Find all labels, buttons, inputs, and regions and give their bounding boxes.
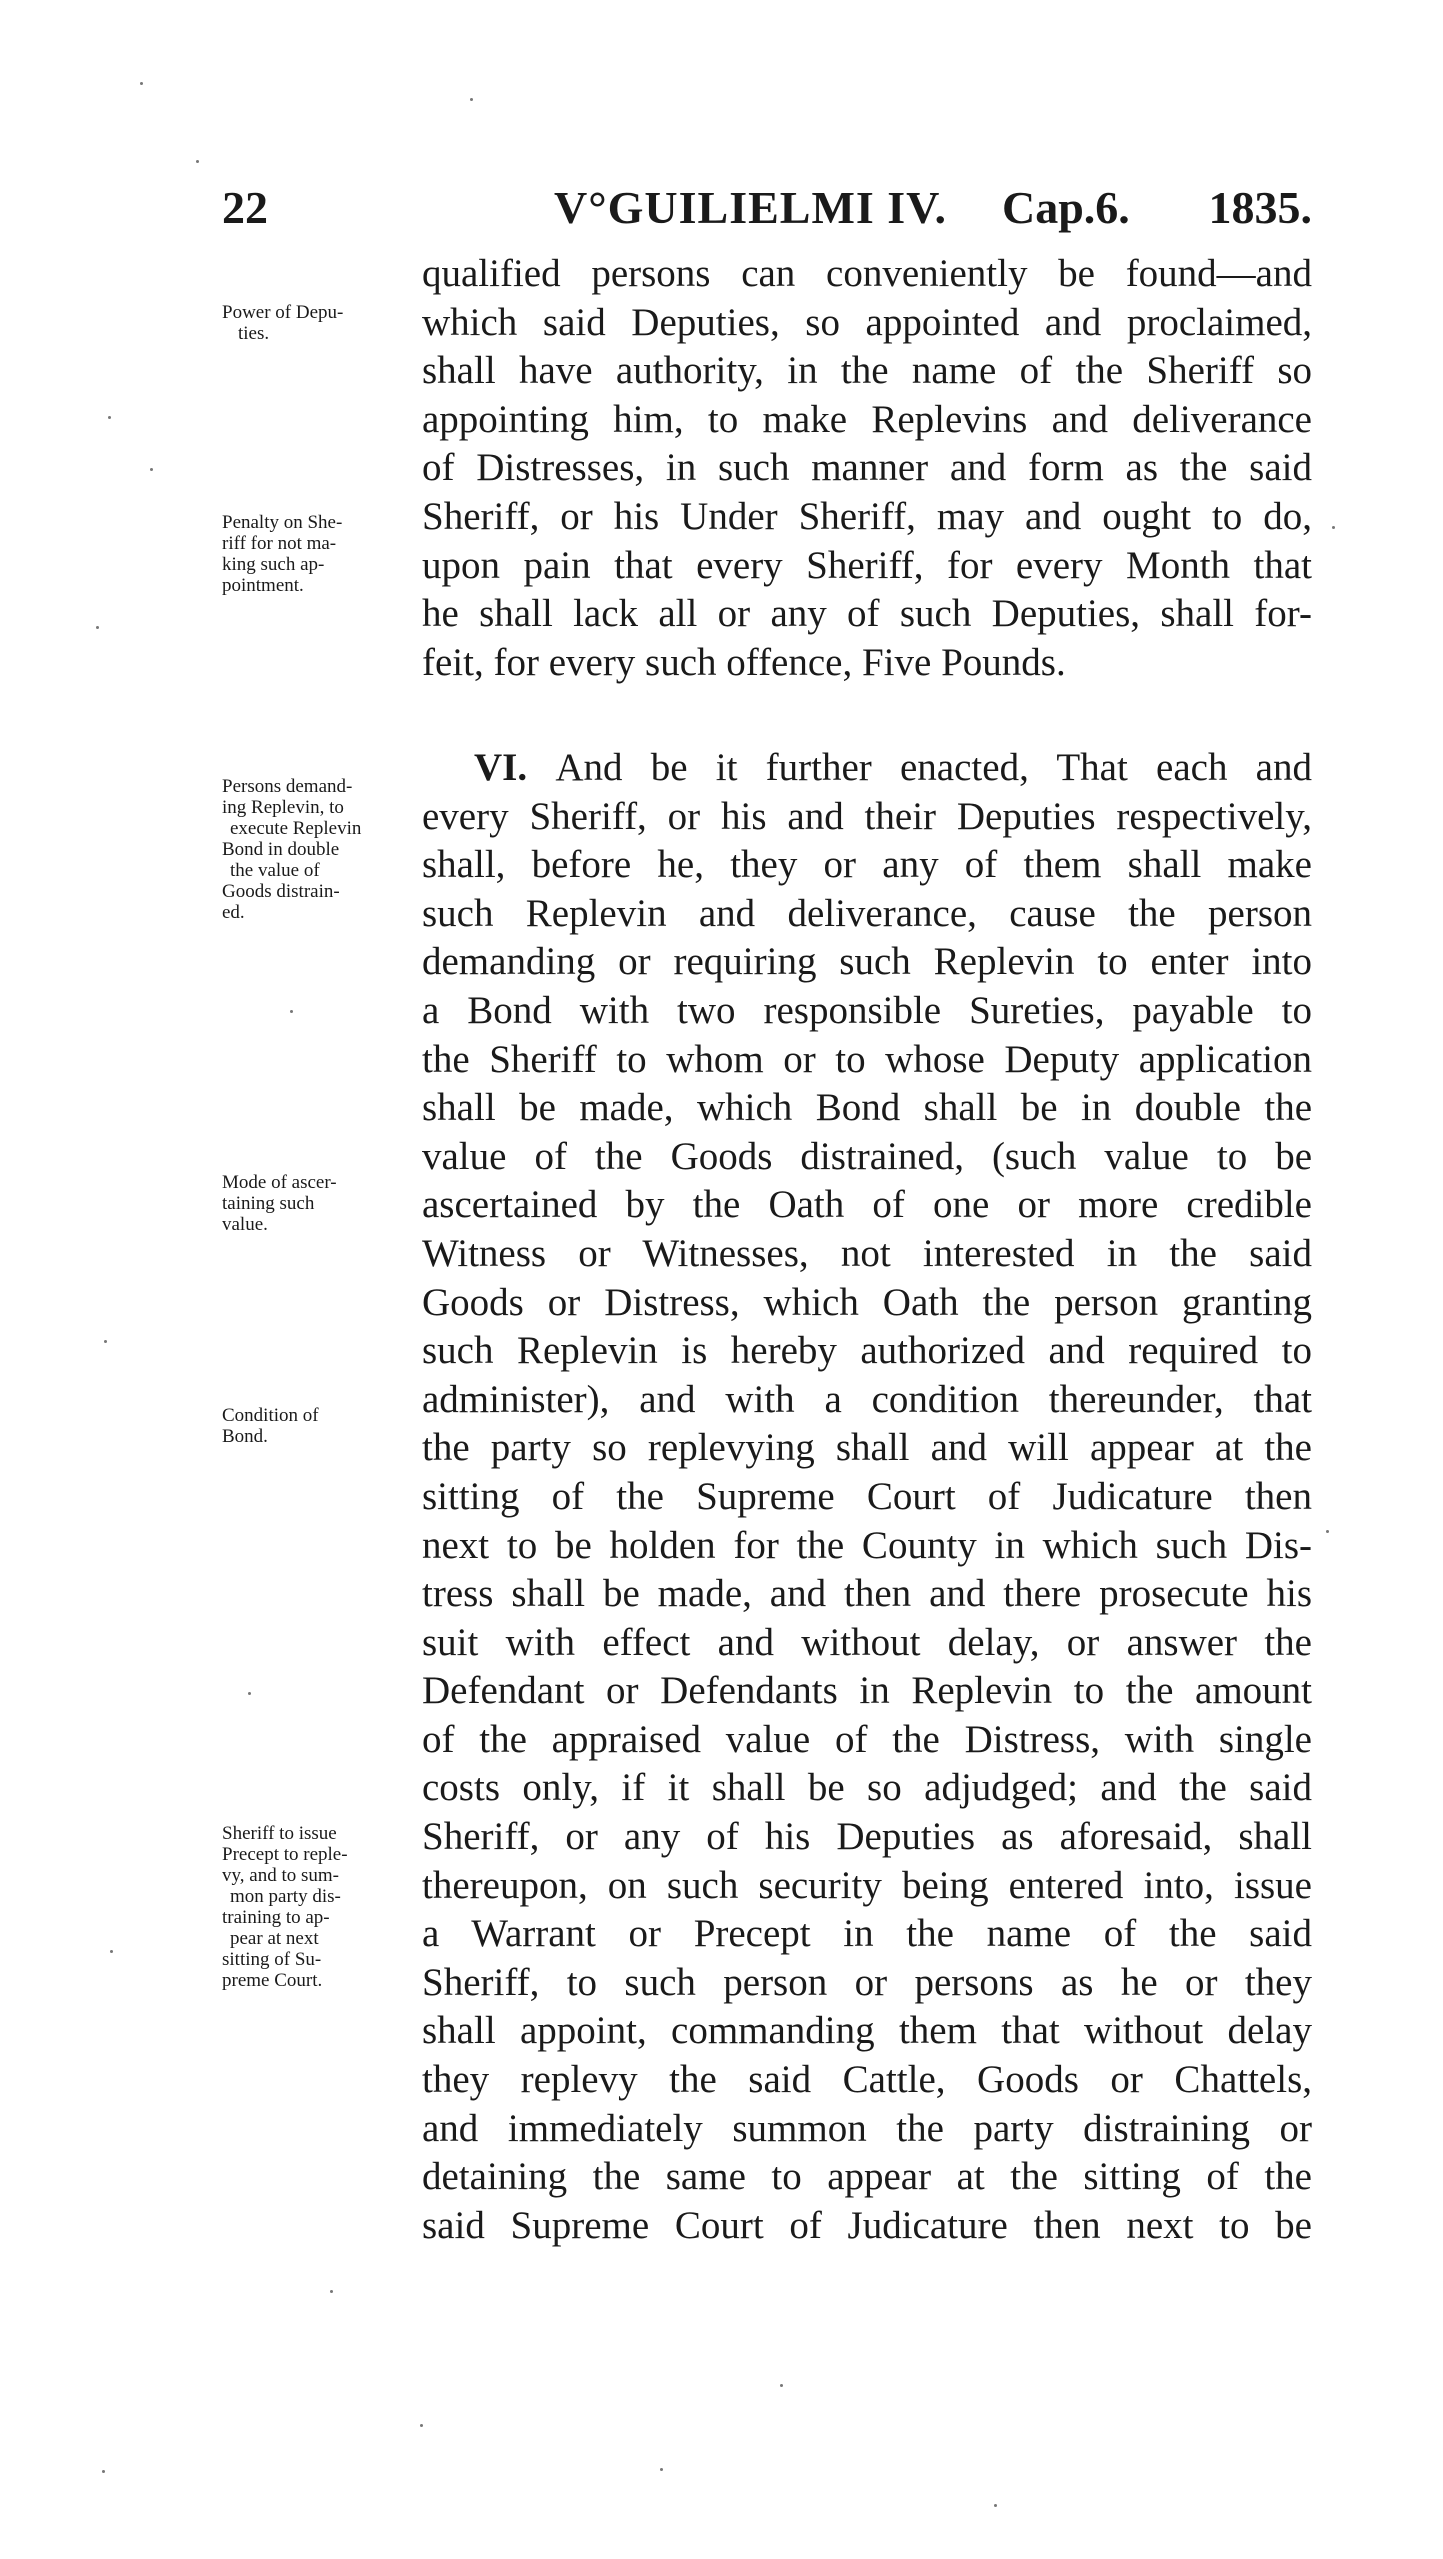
- sidenote-line: the value of: [230, 860, 320, 881]
- text-line: feit, for every such offence, Five Pounds.: [422, 640, 1066, 684]
- text-line: and immediately summon the party distraining or: [422, 2106, 1312, 2150]
- sidenote-line: vy, and to sum-: [222, 1865, 339, 1886]
- year: 1835.: [1208, 182, 1312, 233]
- scan-speck: [196, 160, 199, 163]
- text-line: detaining the same to appear at the sitting of the: [422, 2155, 1312, 2199]
- text-line: costs only, if it shall be so adjudged; and the said: [422, 1766, 1312, 1810]
- sidenote-line: sitting of Su-: [222, 1949, 322, 1970]
- sidenote-line: Persons demand-: [222, 776, 353, 797]
- running-header: [222, 178, 1312, 238]
- text-line: shall have authority, in the name of the Sheriff so: [422, 349, 1312, 393]
- text-line: said Supreme Court of Judicature then next to be: [422, 2203, 1312, 2247]
- text-line: of the appraised value of the Distress, with single: [422, 1717, 1312, 1761]
- scan-speck: [108, 416, 111, 419]
- sidenote-line: taining such: [222, 1193, 315, 1214]
- text-line: upon pain that every Sheriff, for every Month that: [422, 543, 1312, 587]
- sidenote-line: pointment.: [222, 575, 304, 596]
- text-line: demanding or requiring such Replevin to enter into: [422, 940, 1312, 984]
- scan-speck: [330, 2290, 333, 2293]
- scan-speck: [420, 2424, 423, 2427]
- text-line: tress shall be made, and then and there prosecute his: [422, 1572, 1312, 1616]
- text-line: appointing him, to make Replevins and deliverance: [422, 397, 1312, 441]
- sidenote-condition-of-bond: [222, 1405, 412, 1447]
- scan-speck: [994, 2504, 997, 2507]
- sidenote-line: execute Replevin: [230, 818, 362, 839]
- page-number: 22: [222, 182, 268, 233]
- scan-speck: [96, 626, 99, 629]
- text-line: such Replevin is hereby authorized and required to: [422, 1329, 1312, 1373]
- sidenote-line: Condition of: [222, 1405, 319, 1426]
- sidenote-line: Bond.: [222, 1426, 268, 1447]
- text-line: value of the Goods distrained, (such value to be: [422, 1134, 1312, 1178]
- sidenote-persons-demanding-replevin: [222, 776, 412, 923]
- text-line: he shall lack all or any of such Deputies, shall for-: [422, 592, 1312, 636]
- running-title: V°GUILIELMI IV.: [554, 182, 947, 233]
- scan-speck: [150, 468, 153, 471]
- sidenote-line: ing Replevin, to: [222, 797, 344, 818]
- sidenote-line: training to ap-: [222, 1907, 330, 1928]
- scan-speck: [104, 1340, 107, 1343]
- sidenote-mode-of-ascertaining: [222, 1172, 412, 1235]
- text-line: ascertained by the Oath of one or more credible: [422, 1183, 1312, 1227]
- text-line: next to be holden for the County in which such Dis-: [422, 1523, 1312, 1567]
- chapter-number: Cap.6.: [1002, 182, 1130, 233]
- sidenote-line: ties.: [238, 323, 270, 344]
- sidenote-sheriff-to-issue-precept: [222, 1823, 412, 1991]
- sidenote-line: Bond in double: [222, 839, 340, 860]
- text-line: Goods or Distress, which Oath the person granting: [422, 1280, 1312, 1324]
- text-line: sitting of the Supreme Court of Judicature then: [422, 1474, 1312, 1518]
- paragraph-continued: [422, 250, 1312, 687]
- text-line: administer), and with a condition thereunder, that: [422, 1377, 1312, 1421]
- sidenote-line: mon party dis-: [230, 1886, 341, 1907]
- text-line: qualified persons can conveniently be found—and: [422, 252, 1312, 295]
- scan-speck: [102, 2470, 105, 2473]
- sidenote-power-of-deputies: [222, 302, 412, 344]
- section-number: VI.: [474, 746, 528, 789]
- sidenote-line: Sheriff to issue: [222, 1823, 337, 1844]
- scan-speck: [470, 98, 473, 101]
- text-line: suit with effect and without delay, or answer the: [422, 1620, 1312, 1664]
- text-line: the Sheriff to whom or to whose Deputy application: [422, 1037, 1312, 1081]
- text-line: every Sheriff, or his and their Deputies respectively,: [422, 794, 1312, 838]
- text-line: such Replevin and deliverance, cause the person: [422, 891, 1312, 935]
- sidenote-line: Penalty on She-: [222, 512, 343, 533]
- text-line: Defendant or Defendants in Replevin to the amount: [422, 1669, 1312, 1713]
- scan-speck: [780, 2384, 783, 2387]
- scan-speck: [110, 1950, 113, 1953]
- text-line: Sheriff, to such person or persons as he or they: [422, 1960, 1312, 2004]
- sidenote-line: value.: [222, 1214, 268, 1235]
- text-line: shall appoint, commanding them that without delay: [422, 2009, 1312, 2053]
- sidenote-line: Precept to reple-: [222, 1844, 348, 1865]
- scan-speck: [660, 2468, 663, 2471]
- scan-speck: [1326, 1530, 1329, 1533]
- text-line: Sheriff, or his Under Sheriff, may and ought to do,: [422, 494, 1312, 538]
- sidenote-line: ed.: [222, 902, 245, 923]
- sidenote-line: pear at next: [230, 1928, 319, 1949]
- section-opening-text: And be it further enacted, That each and: [555, 746, 1312, 789]
- text-line: Witness or Witnesses, not interested in the said: [422, 1231, 1312, 1275]
- sidenote-penalty-on-sheriff: [222, 512, 412, 596]
- text-line: which said Deputies, so appointed and proclaimed,: [422, 300, 1312, 344]
- text-line: of Distresses, in such manner and form as the said: [422, 446, 1312, 490]
- text-line: a Warrant or Precept in the name of the said: [422, 1912, 1312, 1956]
- text-line: a Bond with two responsible Sureties, payable to: [422, 988, 1312, 1032]
- sidenote-line: riff for not ma-: [222, 533, 337, 554]
- text-line: shall be made, which Bond shall be in double the: [422, 1086, 1312, 1130]
- sidenote-line: king such ap-: [222, 554, 325, 575]
- sidenote-line: preme Court.: [222, 1970, 323, 1991]
- sidenote-line: Goods distrain-: [222, 881, 340, 902]
- scan-speck: [248, 1692, 251, 1695]
- text-line: thereupon, on such security being entered into, issue: [422, 1863, 1312, 1907]
- section-first-line: [422, 744, 1312, 793]
- scan-speck: [290, 1010, 293, 1013]
- sidenote-line: Power of Depu-: [222, 302, 344, 323]
- sidenote-line: Mode of ascer-: [222, 1172, 337, 1193]
- text-line: shall, before he, they or any of them shall make: [422, 843, 1312, 887]
- section-vi-paragraph: [422, 744, 1312, 2250]
- text-line: the party so replevying shall and will appear at the: [422, 1426, 1312, 1470]
- text-line: they replevy the said Cattle, Goods or Chattels,: [422, 2058, 1312, 2102]
- scan-speck: [140, 82, 143, 85]
- scan-speck: [1332, 526, 1335, 529]
- text-line: Sheriff, or any of his Deputies as aforesaid, shall: [422, 1815, 1312, 1859]
